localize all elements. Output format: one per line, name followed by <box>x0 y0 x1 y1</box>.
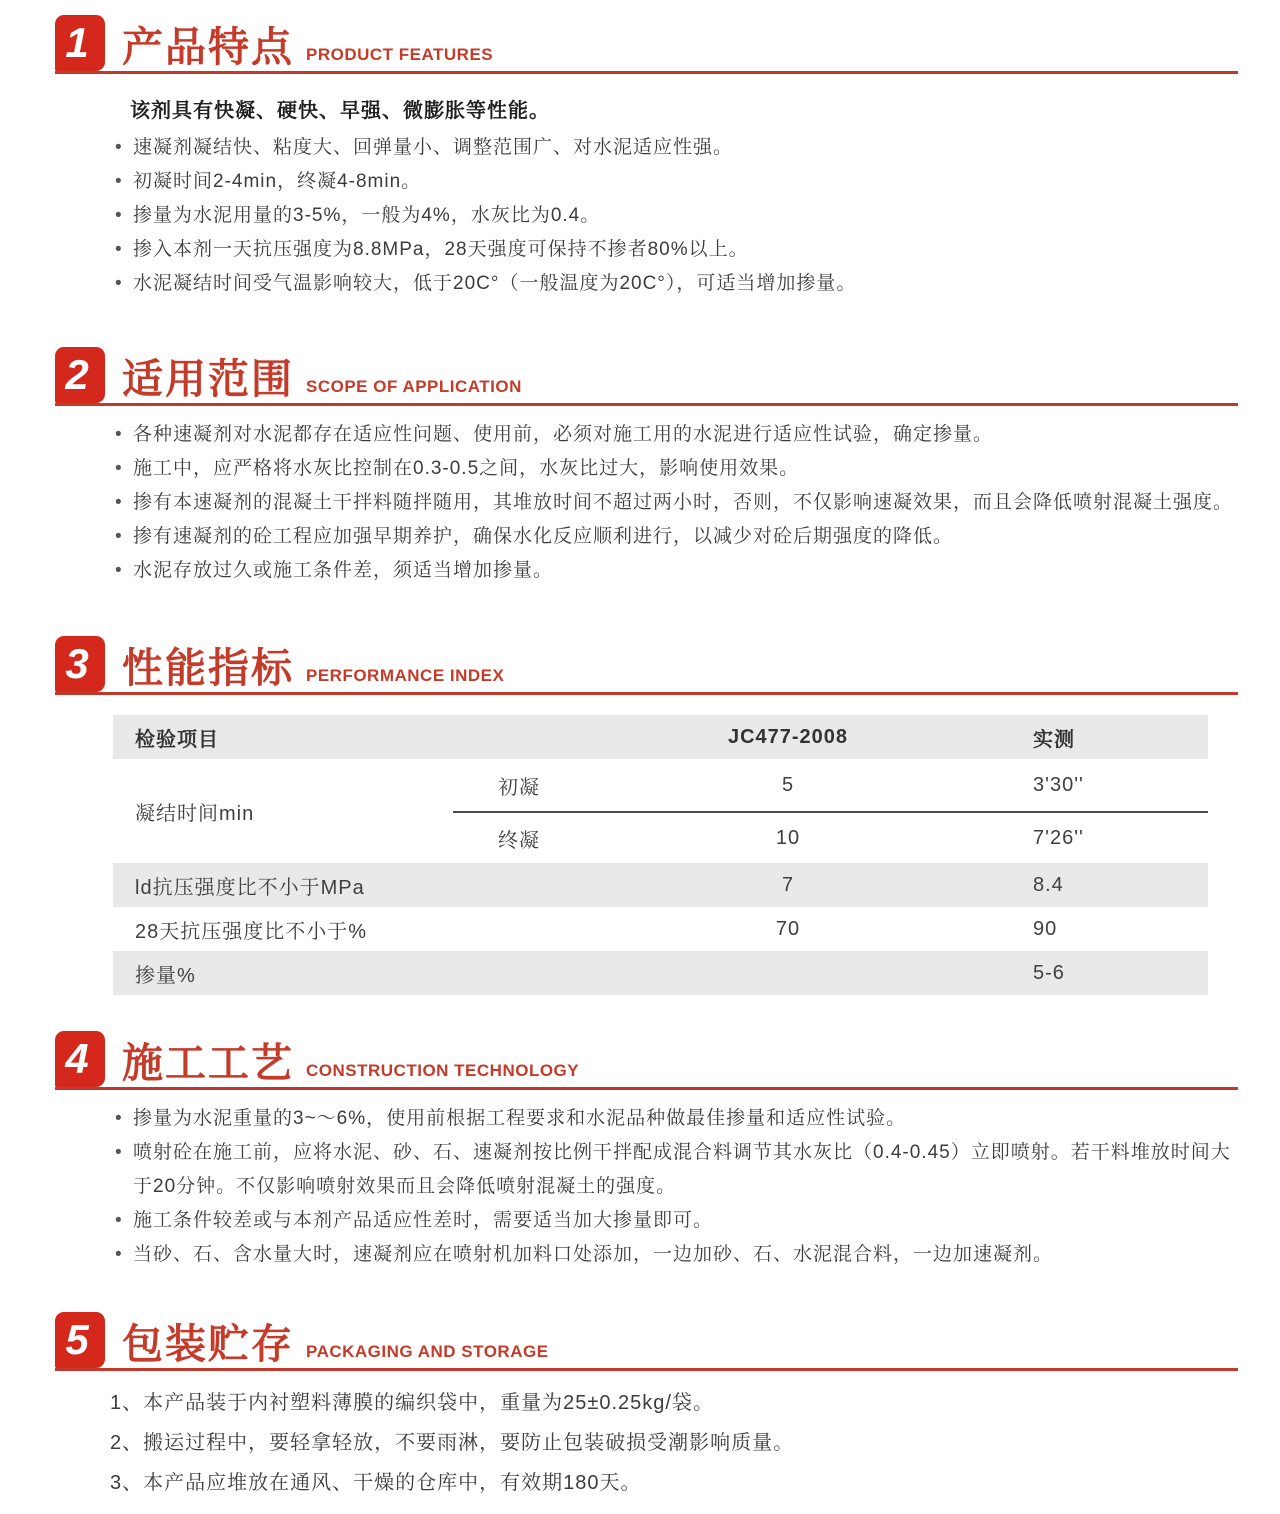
section-title-en: CONSTRUCTION TECHNOLOGY <box>306 1061 580 1080</box>
list-item <box>115 486 1238 520</box>
list-item <box>115 199 1238 233</box>
list-item <box>115 233 1238 267</box>
list-item <box>115 1102 1238 1136</box>
bullet-dot-icon: • <box>115 239 123 260</box>
list-item <box>115 418 1238 452</box>
section-title-zh: 包装贮存 <box>122 1321 294 1367</box>
list-item <box>115 554 1238 588</box>
section-body <box>55 406 1238 588</box>
list-item-text: 掺入本剂一天抗压强度为8.8MPa，28天强度可保持不掺者80%以上。 <box>133 239 749 260</box>
row-label: 凝结时间min <box>135 802 255 825</box>
section-number-badge: 2 <box>55 347 105 403</box>
numbered-item: 2、搬运过程中，要轻拿轻放，不要雨淋，要防止包装破损受潮影响质量。 <box>110 1432 795 1454</box>
cell-measured-value: 3'30'' <box>1033 773 1084 796</box>
subrow-label: 初凝 <box>498 776 540 799</box>
list-item-text: 掺有本速凝剂的混凝土干拌料随拌随用，其堆放时间不超过两小时，否则，不仅影响速凝效果，而且会降低喷射混凝土强度。 <box>133 492 1234 513</box>
section-title-en: PRODUCT FEATURES <box>306 45 494 64</box>
bullet-dot-icon: • <box>115 137 123 158</box>
section-header <box>55 636 1238 695</box>
cell-standard-value: 5 <box>781 773 795 796</box>
column-header-measured: 实测 <box>1033 728 1075 751</box>
row-label: 28天抗压强度比不小于% <box>135 920 368 943</box>
list-item <box>115 267 1238 301</box>
bullet-dot-icon: • <box>115 458 123 479</box>
row-label: ld抗压强度比不小于MPa <box>135 876 365 899</box>
list-item <box>115 1204 1238 1238</box>
section-header <box>55 1031 1238 1090</box>
section-scope-of-application <box>55 347 1238 588</box>
table-row-setting-time <box>113 759 1208 863</box>
section-number-badge: 4 <box>55 1031 105 1087</box>
list-item-text: 初凝时间2-4min，终凝4-8min。 <box>133 171 422 192</box>
section-title-zh: 性能指标 <box>122 645 294 691</box>
bullet-dot-icon: • <box>115 492 123 513</box>
column-header-standard: JC477-2008 <box>727 725 849 748</box>
table-row-1d-strength <box>113 863 1208 907</box>
list-item-text: 掺量为水泥用量的3-5%，一般为4%，水灰比为0.4。 <box>133 205 601 226</box>
section-header <box>55 347 1238 406</box>
section-product-features <box>55 15 1238 301</box>
section-header <box>55 1312 1238 1371</box>
section-number-badge: 5 <box>55 1312 105 1368</box>
cell-measured-value: 90 <box>1033 917 1058 940</box>
section-construction-technology <box>55 1031 1238 1272</box>
setting-time-subrows <box>453 759 1208 863</box>
section-header <box>55 15 1238 74</box>
table-subrow-initial-set <box>453 759 1208 811</box>
list-item-text: 速凝剂凝结快、粘度大、回弹量小、调整范围广、对水泥适应性强。 <box>133 137 734 158</box>
list-item <box>115 165 1238 199</box>
list-item <box>115 1136 1238 1204</box>
bullet-dot-icon: • <box>115 560 123 581</box>
subrow-label: 终凝 <box>498 829 540 852</box>
section-body <box>55 1371 1238 1503</box>
section-number-badge: 3 <box>55 636 105 692</box>
bullet-dot-icon: • <box>115 1108 123 1129</box>
bullet-dot-icon: • <box>115 171 123 192</box>
table-subrow-final-set <box>453 811 1208 863</box>
numbered-item: 1、本产品装于内衬塑料薄膜的编织袋中，重量为25±0.25kg/袋。 <box>110 1392 714 1414</box>
section-body <box>55 1090 1238 1272</box>
cell-measured-value: 5-6 <box>1033 961 1065 984</box>
list-item <box>115 452 1238 486</box>
section-title-en: PERFORMANCE INDEX <box>306 666 505 685</box>
table-row-28d-strength <box>113 907 1208 951</box>
list-item-text: 水泥凝结时间受气温影响较大，低于20C°（一般温度为20C°），可适当增加掺量。 <box>133 273 857 294</box>
cell-standard-value: 70 <box>775 917 801 940</box>
row-label: 掺量% <box>135 964 196 987</box>
cell-standard-value: 10 <box>775 826 801 849</box>
list-item-text: 施工条件较差或与本剂产品适应性差时，需要适当加大掺量即可。 <box>133 1210 714 1231</box>
bullet-dot-icon: • <box>115 205 123 226</box>
list-item-text: 喷射砼在施工前，应将水泥、砂、石、速凝剂按比例干拌配成混合料调节其水灰比（0.4-0.45）立即喷射。若干料堆放时间大于20分钟。不仅影响喷射效果而且会降低喷射混凝土的强度。 <box>133 1142 1231 1197</box>
section-performance-index <box>55 636 1238 995</box>
list-item <box>115 1238 1238 1272</box>
performance-index-table <box>113 715 1208 995</box>
section-title-zh: 适用范围 <box>122 356 294 402</box>
section-number-badge: 1 <box>55 15 105 71</box>
table-row-dosage <box>113 951 1208 995</box>
list-item-text: 掺量为水泥重量的3~～6%，使用前根据工程要求和水泥品种做最佳掺量和适应性试验。 <box>133 1108 907 1129</box>
table-header-row <box>113 715 1208 759</box>
bullet-dot-icon: • <box>115 526 123 547</box>
list-item <box>115 520 1238 554</box>
column-header-item: 检验项目 <box>135 728 219 751</box>
list-item-text: 水泥存放过久或施工条件差，须适当增加掺量。 <box>133 560 554 581</box>
list-item-text: 当砂、石、含水量大时，速凝剂应在喷射机加料口处添加，一边加砂、石、水泥混合料，一边加速凝剂。 <box>133 1244 1054 1265</box>
list-item <box>115 131 1238 165</box>
list-item-text: 各种速凝剂对水泥都存在适应性问题、使用前，必须对施工用的水泥进行适应性试验，确定掺量。 <box>133 424 994 445</box>
bullet-dot-icon: • <box>115 1210 123 1231</box>
section-title-zh: 产品特点 <box>122 24 294 70</box>
list-item-text: 施工中，应严格将水灰比控制在0.3-0.5之间，水灰比过大，影响使用效果。 <box>133 458 800 479</box>
bullet-dot-icon: • <box>115 424 123 445</box>
bullet-dot-icon: • <box>115 1244 123 1265</box>
section-title-zh: 施工工艺 <box>122 1040 294 1086</box>
cell-standard-value: 7 <box>781 873 795 896</box>
section-title-en: SCOPE OF APPLICATION <box>306 377 522 396</box>
bullet-dot-icon: • <box>115 273 123 294</box>
section-packaging-storage <box>55 1312 1238 1503</box>
section-title-en: PACKAGING AND STORAGE <box>306 1342 549 1361</box>
numbered-item: 3、本产品应堆放在通风、干燥的仓库中，有效期180天。 <box>110 1472 642 1494</box>
intro-statement: 该剂具有快凝、硬快、早强、微膨胀等性能。 <box>130 100 550 122</box>
section-body <box>55 74 1238 301</box>
list-item-text: 掺有速凝剂的砼工程应加强早期养护，确保水化反应顺利进行，以减少对砼后期强度的降低。 <box>133 526 954 547</box>
bullet-dot-icon: • <box>115 1142 123 1163</box>
cell-measured-value: 8.4 <box>1033 873 1064 896</box>
cell-measured-value: 7'26'' <box>1033 826 1084 849</box>
